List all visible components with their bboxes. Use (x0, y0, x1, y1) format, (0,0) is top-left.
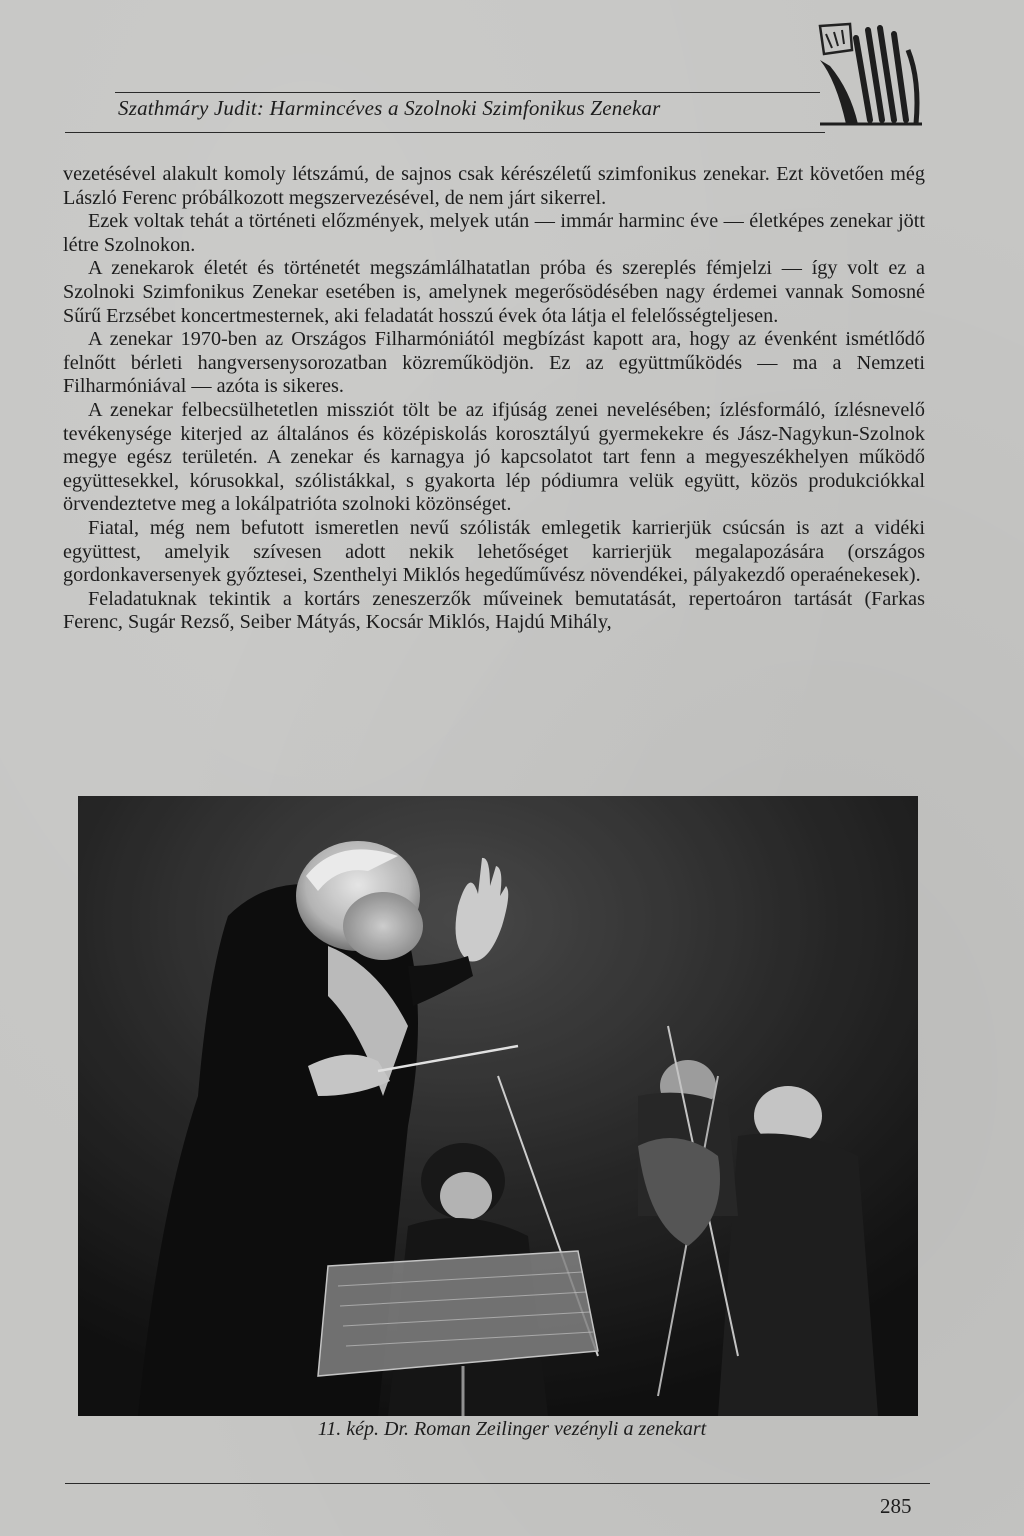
conductor-photo (78, 796, 918, 1416)
publisher-logo-icon (816, 20, 926, 130)
paragraph: Ezek voltak tehát a történeti előzmények, melyek után — immár harminc éve — életképes zenekar jött létre Szolnokon. (63, 210, 925, 256)
running-head: Szathmáry Judit: Harmincéves a Szolnoki Szimfonikus Zenekar (118, 96, 661, 120)
photo-caption: 11. kép. Dr. Roman Zeilinger vezényli a zenekart (317, 1418, 707, 1440)
paragraph: Fiatal, még nem befutott ismeretlen nevű szólisták emlegetik karrierjük csúcsán is azt a vidéki együttest, amelyik szívesen adott nekik lehetőséget karrierjük megalapozására (országos gordonkaversenyek győztesei, Szenthelyi Miklós hegedűművész növendékei, pályakezdő operaénekesek). (63, 516, 925, 587)
paragraph: Feladatuknak tekintik a kortárs zeneszerzők műveinek bemutatását, repertoáron tartását (Farkas Ferenc, Sugár Rezső, Seiber Mátyás, Kocsár Miklós, Hajdú Mihály, (63, 587, 925, 634)
paragraph: A zenekar 1970-ben az Országos Filharmóniától megbízást kapott ara, hogy az évenként ismétlődő felnőtt bérleti hangversenysorozatban közreműködjön. Ez az együttműködés — ma a Nemzeti Filharmóniával — azóta is sikeres. (63, 328, 925, 398)
paragraph: A zenekarok életét és történetét megszámlálhatatlan próba és szereplés fémjelzi — így volt ez a Szolnoki Szimfonikus Zenekar esetében is, amelynek megerősödésében nagy érdemei vannak Somosné Sűrű Erzsébet koncertmesternek, aki feladatát hosszú évek óta látja el felelősségteljesen. (63, 257, 925, 327)
header-rule-bottom (65, 132, 825, 133)
header-rule-top (115, 92, 820, 93)
paragraph: vezetésével alakult komoly létszámú, de sajnos csak kérészéletű szimfonikus zenekar. Ezt követően még László Ferenc próbálkozott megszervezésével, de nem járt sikerrel. (63, 163, 925, 209)
article-body (63, 163, 925, 635)
footer-rule (65, 1483, 930, 1484)
page-number: 285 (880, 1494, 912, 1518)
paragraph: A zenekar felbecsülhetetlen missziót tölt be az ifjúság zenei nevelésében; ízlésformáló, ízlésnevelő tevékenysége kiterjed az általános és középiskolás korosztályú gyermekekre és Jász-Nagykun-Szolnok megye egész területén. A zenekar és karnagya jó kapcsolatot tart fenn a megyeszékhelyen működő együttesekkel, kórusokkal, szólistákkal, s gyakorta lép pódiumra velük együtt, közös produkciókkal örvendeztetve meg a lokálpatrióta szolnoki közönséget. (63, 398, 925, 516)
